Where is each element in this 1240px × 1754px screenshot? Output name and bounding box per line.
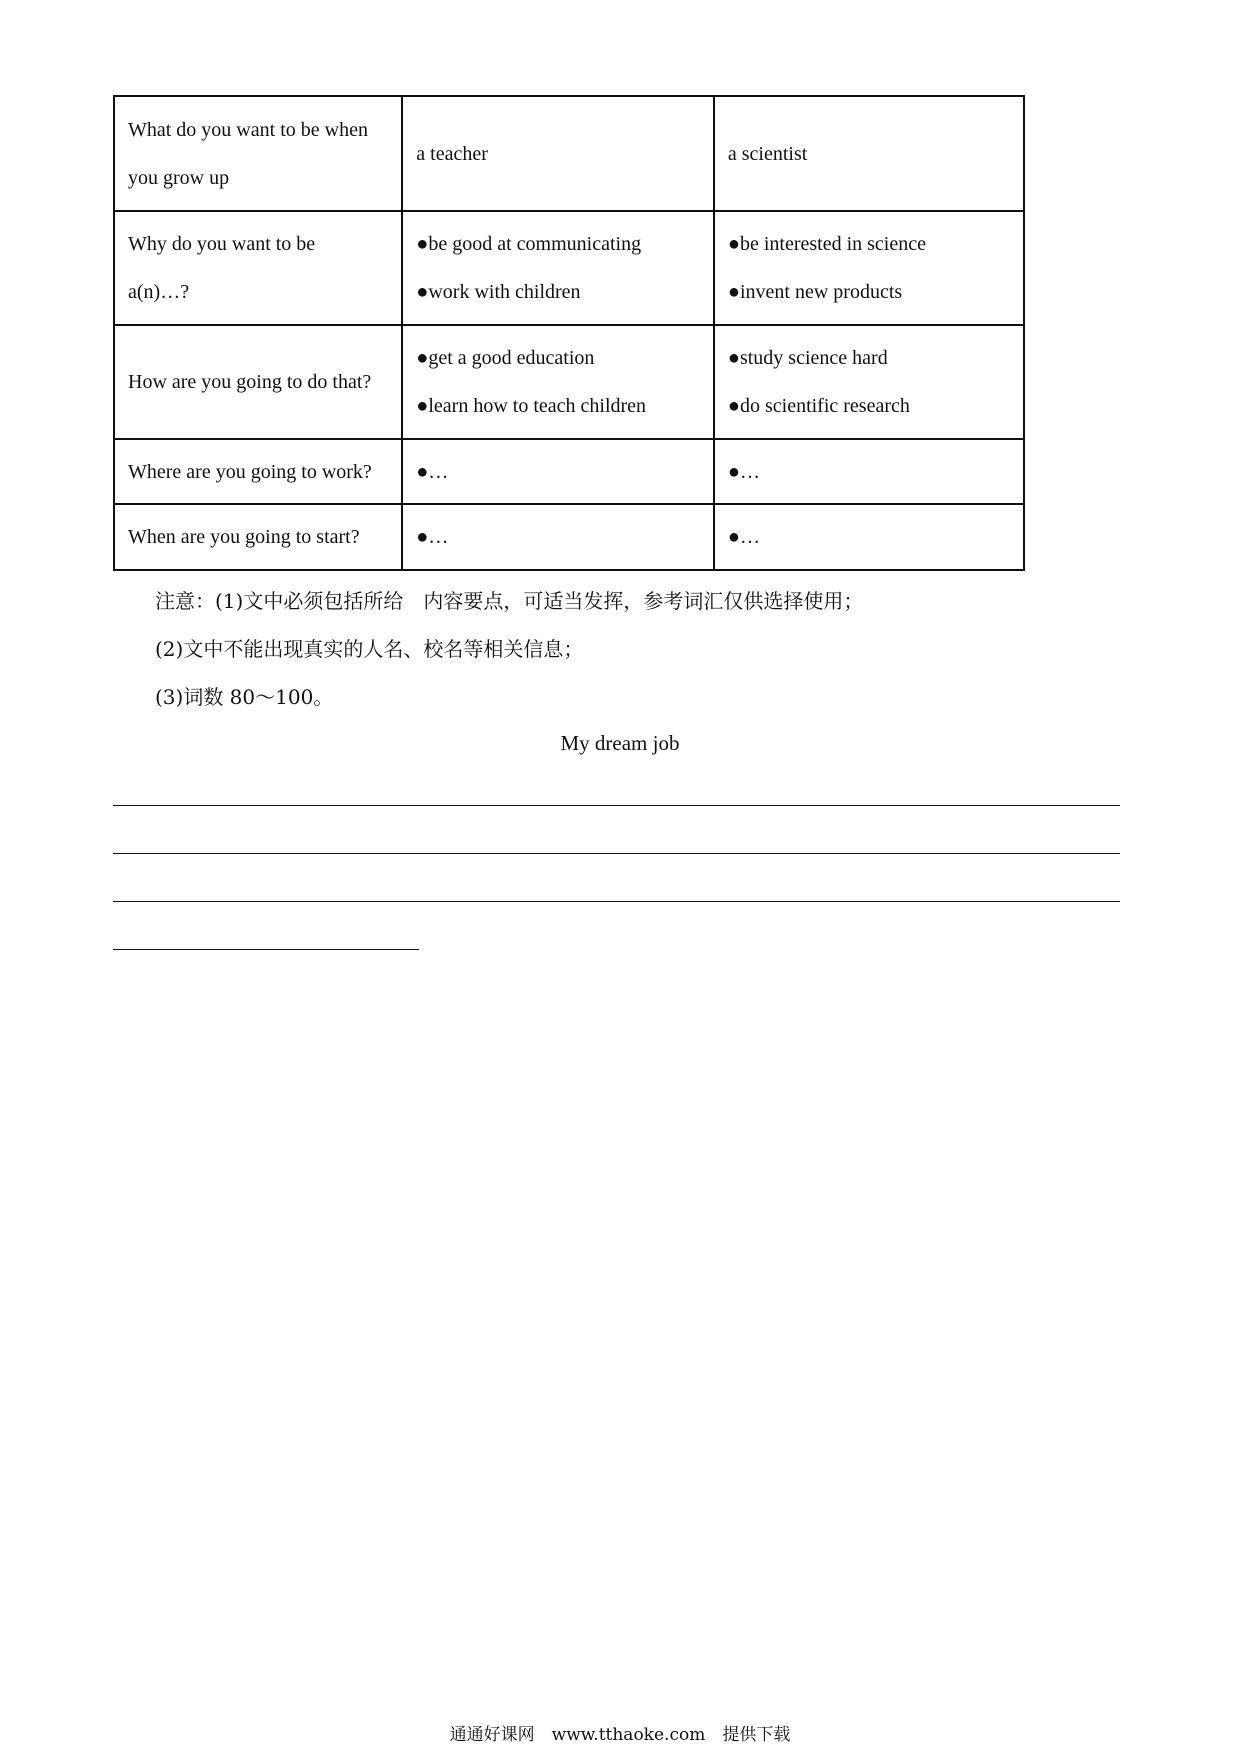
cell-text: ●… (416, 526, 449, 548)
note-line: (3)词数 80～100。 (155, 685, 334, 709)
cell-text: a teacher (416, 142, 488, 165)
question-cell (114, 211, 402, 325)
cell-text: ●work with children (416, 281, 581, 303)
teacher-cell (402, 211, 714, 325)
cell-text: ●study science hard (727, 347, 888, 369)
essay-title: My dream job (560, 731, 680, 755)
teacher-cell (402, 504, 714, 570)
answer-line (113, 805, 1120, 806)
cell-text: How are you going to do that? (128, 371, 372, 393)
question-cell (114, 439, 402, 504)
table-row (114, 325, 1024, 439)
cell-text: ●… (727, 460, 760, 483)
answer-line (113, 949, 419, 950)
scientist-cell (714, 96, 1024, 211)
cell-text: Where are you going to work? (128, 460, 372, 483)
cell-text: ●be good at communicating (416, 233, 642, 255)
teacher-cell (402, 96, 714, 211)
writing-notes (155, 577, 863, 721)
answer-line (113, 901, 1120, 902)
question-cell (114, 96, 402, 211)
cell-text: ●invent new products (727, 281, 903, 303)
scientist-cell (714, 325, 1024, 439)
cell-text: ●… (727, 526, 760, 548)
cell-text: ●… (416, 460, 449, 483)
note-line: 注意：(1)文中必须包括所给 内容要点，可适当发挥，参考词汇仅供选择使用； (155, 589, 864, 613)
plan-table (113, 95, 1025, 571)
cell-text: a(n)…? (128, 281, 190, 303)
teacher-cell (402, 439, 714, 504)
answer-line (113, 853, 1120, 854)
cell-text: ●learn how to teach children (416, 395, 647, 417)
cell-text: ●do scientific research (727, 395, 910, 417)
note-line: (2)文中不能出现真实的人名、校名等相关信息； (155, 637, 584, 661)
scientist-cell (714, 504, 1024, 570)
teacher-cell (402, 325, 714, 439)
cell-text: you grow up (128, 166, 230, 189)
cell-text: What do you want to be when (128, 118, 368, 141)
table-row (114, 504, 1024, 570)
scientist-cell (714, 439, 1024, 504)
question-cell (114, 325, 402, 439)
scientist-cell (714, 211, 1024, 325)
page-footer: 通通好课网 www.tthaoke.com 提供下载 (449, 1725, 791, 1745)
table-row (114, 96, 1024, 211)
cell-text: ●get a good education (416, 347, 595, 369)
cell-text: Why do you want to be (128, 233, 316, 255)
cell-text: a scientist (727, 142, 808, 165)
cell-text: When are you going to start? (128, 526, 360, 548)
cell-text: ●be interested in science (727, 233, 926, 255)
table-row (114, 211, 1024, 325)
question-cell (114, 504, 402, 570)
table-row (114, 439, 1024, 504)
